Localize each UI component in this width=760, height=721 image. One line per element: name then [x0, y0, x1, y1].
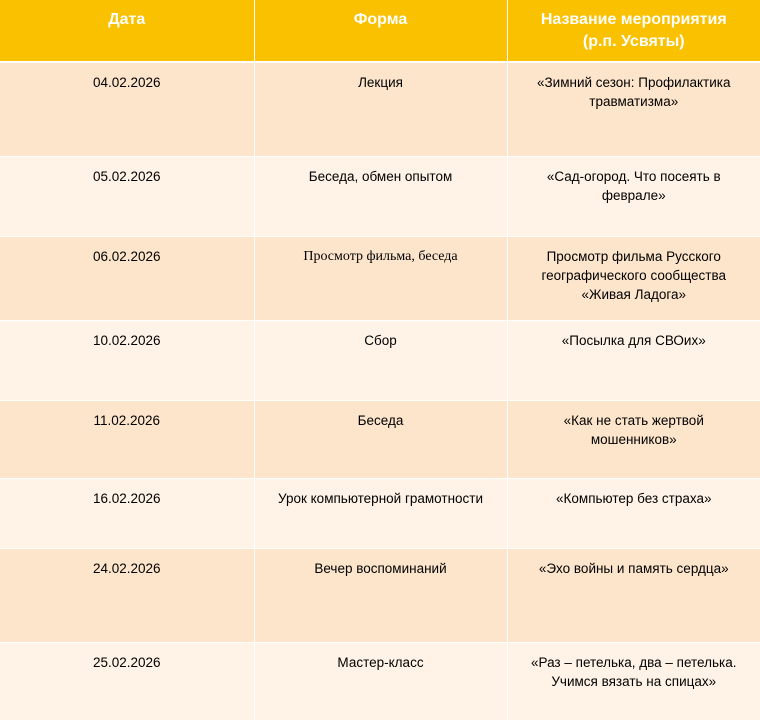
event-name-line: травматизма» — [589, 94, 679, 109]
cell-event-name — [507, 236, 760, 320]
cell-event-name — [507, 642, 760, 720]
cell-date: 06.02.2026 — [0, 236, 254, 320]
event-name-line: «Раз – петелька, два – петелька. — [531, 654, 737, 670]
header-event-name — [507, 0, 760, 62]
table-row — [0, 400, 760, 478]
event-name-line: мошенников» — [590, 431, 677, 447]
cell-date: 24.02.2026 — [0, 548, 254, 642]
event-name-line: «Посылка для СВОих» — [561, 332, 706, 348]
table-row — [0, 320, 760, 400]
cell-date: 04.02.2026 — [0, 62, 254, 156]
cell-form: Вечер воспоминаний — [254, 548, 507, 642]
header-event-name-line1: Название мероприятия — [540, 11, 727, 28]
cell-date: 25.02.2026 — [0, 642, 254, 720]
event-name-line: феврале» — [601, 187, 666, 203]
event-name-line: «Живая Ладога» — [581, 286, 686, 302]
header-event-name-line2: (р.п. Усвяты) — [582, 33, 685, 50]
cell-event-name — [507, 156, 760, 236]
cell-date: 11.02.2026 — [0, 400, 254, 478]
event-name-line: «Эхо войны и память сердца» — [538, 560, 729, 576]
cell-form: Беседа — [254, 400, 507, 478]
cell-date: 16.02.2026 — [0, 478, 254, 548]
cell-event-name — [507, 548, 760, 642]
cell-form: Просмотр фильма, беседа — [254, 236, 507, 320]
event-name-line: «Компьютер без страха» — [556, 490, 712, 506]
table-row — [0, 642, 760, 720]
cell-form: Урок компьютерной грамотности — [254, 478, 507, 548]
event-name-line: Учимся вязать на спицах» — [551, 673, 717, 689]
table-header-row — [0, 0, 760, 62]
event-name-line: географического сообщества — [541, 267, 727, 283]
header-date: Дата — [0, 0, 254, 62]
table-row — [0, 62, 760, 156]
table-row — [0, 156, 760, 236]
cell-form: Лекция — [254, 62, 507, 156]
cell-event-name — [507, 62, 760, 156]
table-row — [0, 478, 760, 548]
cell-event-name — [507, 478, 760, 548]
cell-date: 10.02.2026 — [0, 320, 254, 400]
header-form: Форма — [254, 0, 507, 62]
table-row — [0, 548, 760, 642]
event-name-line: «Сад-огород. Что посеять в — [546, 168, 721, 184]
cell-event-name — [507, 400, 760, 478]
cell-event-name — [507, 320, 760, 400]
cell-form: Беседа, обмен опытом — [254, 156, 507, 236]
cell-form: Сбор — [254, 320, 507, 400]
cell-date: 05.02.2026 — [0, 156, 254, 236]
event-name-line: «Как не стать жертвой — [563, 412, 704, 428]
event-name-line: «Зимний сезон: Профилактика — [537, 75, 731, 90]
table-row — [0, 236, 760, 320]
cell-form: Мастер-класс — [254, 642, 507, 720]
event-name-line: Просмотр фильма Русского — [546, 248, 721, 264]
